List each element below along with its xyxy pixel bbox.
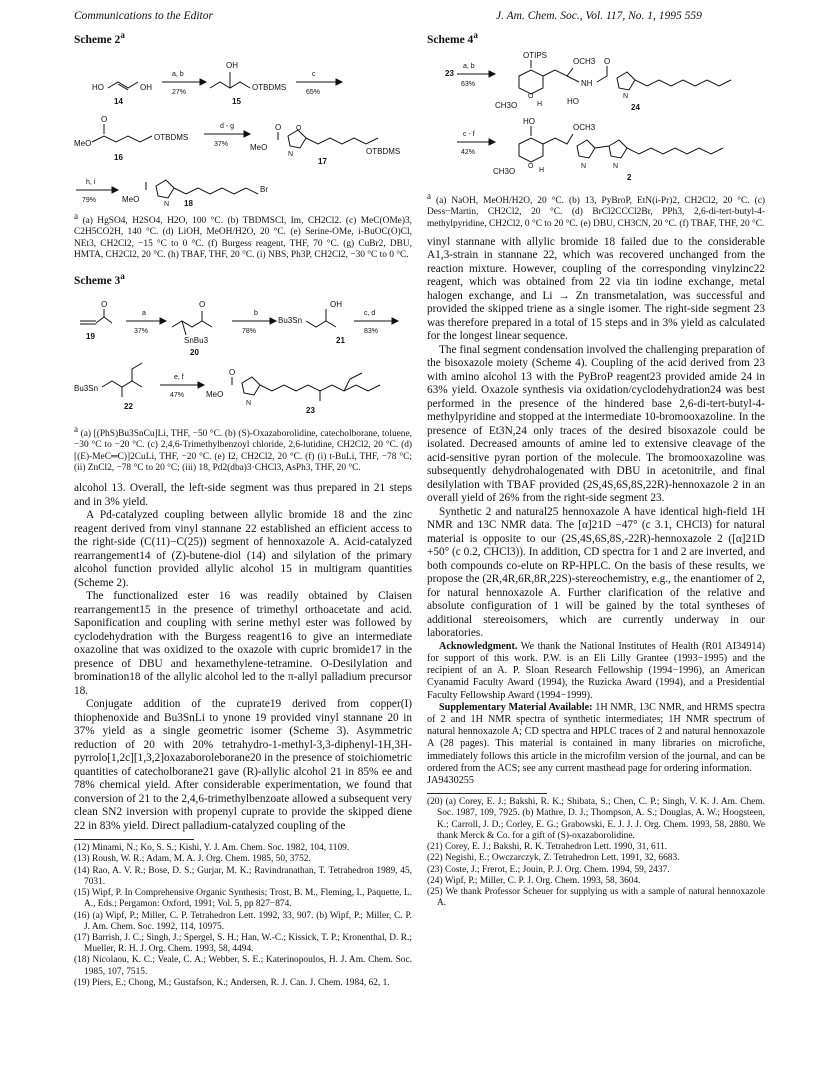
- carbonyl-o-20: O: [199, 299, 206, 309]
- yield-cf-label: 42%: [461, 148, 476, 156]
- arrowhead-b: [270, 318, 276, 324]
- reference-item: (17) Barrish, J. C.; Singh, J.; Spergel, S. H.; Han, W.-C.; Kissick, T. P.; Kronenthal, D. R.; Mueller, R. H. J. Org. Chem. 1993, 58, 4494.: [74, 932, 412, 955]
- scheme3-caption: $^a$ (a) [(PhS)Bu3SnCu]Li, THF, −50 °C. (b) (S)-Oxazaborolidine, catecholborane, toluene, −30 °C to −20 °C. (c) 2,4,6-Trimethylbenzoyl chloride, 2,6-lutidine, CH2Cl2, 20 °C. (d) [(E)-MeC═C)]2CuLi, THF, −20 °C. (e) I2, CH2Cl2, 20 °C. (f) (i) t-BuLi, THF, −78 °C; (ii) ZnCl2, −78 °C to 20 °C; (iii) 18, Pd2(dba)3·CHCl3, AsPh3, THF, 20 °C.: [74, 423, 412, 473]
- scheme2-oh-label: OH: [140, 82, 152, 92]
- left-paragraph-1: alcohol 13. Overall, the left-side segment was thus prepared in 21 steps and in 3% yield.: [74, 482, 412, 508]
- arrowhead-hi: [112, 187, 118, 193]
- compound-2-label: 2: [627, 172, 632, 182]
- step-dg-label: d - g: [220, 122, 235, 130]
- right-references: [427, 797, 765, 909]
- oh15-label: OH: [226, 60, 238, 70]
- ch3o-24: CH3O: [495, 100, 518, 110]
- yield-ab-label: 27%: [172, 88, 187, 96]
- amide-o-24: O: [604, 56, 611, 66]
- otips-label: OTIPS: [523, 50, 548, 60]
- compound-23-label: 23: [306, 405, 315, 415]
- ring-o-2: O: [528, 162, 534, 170]
- running-header-left: Communications to the Editor: [74, 10, 213, 22]
- yield-dg-label: 37%: [214, 140, 229, 148]
- meo18-label: MeO: [122, 194, 140, 204]
- compound-17-label: 17: [318, 156, 327, 166]
- compound-18-label: 18: [184, 198, 193, 206]
- step-c-label: c: [312, 70, 316, 78]
- compound-14-label: 14: [114, 96, 123, 106]
- bu3sn22-label: Bu3Sn: [74, 383, 99, 393]
- oxazole-n-18: N: [164, 200, 170, 206]
- och3-24: OCH3: [573, 56, 596, 66]
- supplementary-heading: Supplementary Material Available:: [439, 701, 593, 713]
- step-cd-label: c, d: [364, 309, 376, 317]
- oxazole-n-2b: N: [613, 162, 619, 170]
- scheme4-diagram: [427, 46, 765, 186]
- step-hi-label: h, i: [86, 178, 96, 186]
- acknowledgment-heading: Acknowledgment.: [439, 640, 518, 652]
- yield-hi-label: 79%: [82, 196, 97, 204]
- compound-24-label: 24: [631, 102, 640, 112]
- och3-2: OCH3: [573, 122, 596, 132]
- compound-16-label: 16: [114, 152, 123, 162]
- acknowledgment: [427, 641, 765, 702]
- right-paragraph-2: The final segment condensation involved the challenging preparation of the bisoxazole moiety (Scheme 4). Coupling of the acid derived from 23 with amino alcohol 13 with the PyBroP reagent23 provided amide 24 in 63% yield. Oxazole synthesis via oxidation/cyclodehydration24 was best performed in the presence of the hindered base 2,6-di-tert-butyl-4-methylpyridine and stopped at the intermediate 10-bromooxazoline. In the presence of Et3N,24 only traces of the desired bisoxazole could be isolated. Decreased amounts of amine led to extensive cleavage of the acid-sensitive pyran portion of the molecule. The bromooxazoline was subsequently dehydrohalogenated with DBU in acetonitrile, and final desilylation with TBAF provided (2S,4S,6S,8S,22R)-hennoxazole 2 in an overall yield of 26% from the right-side segment 23.: [427, 343, 765, 505]
- arrowhead-a: [160, 318, 166, 324]
- yield-a-label: 37%: [134, 327, 149, 335]
- compound-19-label: 19: [86, 331, 95, 341]
- reference-item: (23) Coste, J.; Frerot, E.; Jouin, P. J. Org. Chem. 1994, 59, 2437.: [427, 864, 670, 875]
- meo16-label: MeO: [74, 138, 92, 148]
- left-paragraph-2: A Pd-catalyzed coupling between allylic bromide 18 and the zinc reagent derived from vinyl stannane 22 established an efficient access to the right-side (C(11)−C(25)) segment of hennoxazole A. Acid-catalyzed rearrangement14 of (Z)-butene-diol (14) and silylation of the primary alcohol function provided allylic alcohol 15 in multigram quantities (Scheme 2).: [74, 509, 412, 589]
- running-header-right: J. Am. Chem. Soc., Vol. 117, No. 1, 1995 559: [496, 10, 702, 22]
- reference-item: (20) (a) Corey, E. J.; Bakshi, R. K.; Shibata, S.; Chen, C. P.; Singh, V. K. J. Am. Chem. Soc. 1987, 109, 7925. (b) Mathre, D. J.; Thompson, A. S.; Douglas, A. W.; Hoogsteen, K.; Carroll, J. D.; Corley, E. G.; Grabowski, E. J. J. J. Org. Chem. 1993, 58, 2880. We thank Merck & Co. for a gift of (S)-oxazaborolidine.: [427, 797, 765, 841]
- carbonyl-o-16: O: [101, 114, 108, 124]
- ring-o-24: O: [528, 92, 534, 100]
- compound-21-label: 21: [336, 335, 345, 345]
- step-ab-label: a, b: [172, 70, 184, 78]
- oxazole-n-23: N: [246, 399, 252, 407]
- bu3sn-label: Bu3Sn: [278, 315, 303, 325]
- oxazole-o-17: O: [296, 124, 302, 132]
- reference-item: (12) Minami, N.; Ko, S. S.; Kishi, Y. J. Am. Chem. Soc. 1982, 104, 1109.: [74, 843, 350, 854]
- supplementary-text: 1H NMR, 13C NMR, and HRMS spectra of 2 and 1H NMR spectra of synthetic intermediates; 1H NMR spectrum of natural hennoxazole A; CD spectra and HPLC traces of 2 and natural hennoxazole A (28 pages). This material is contained in many libraries on microfiche, immediately follows this article in the microfilm version of the journal, and can be ordered from the ACS; see any current masthead page for ordering information.: [427, 701, 765, 774]
- yield-b-label: 78%: [242, 327, 257, 335]
- right-paragraph-3: Synthetic 2 and natural25 hennoxazole A have identical high-field 1H NMR and 13C NMR data. The [α]21D −47° (c 3.1, CHCl3) for natural material is opposite to our (2S,4S,6S,8S,-22R)-hennoxazole 2 ([α]21D +50° (c 0.2, CHCl3)). In addition, CD spectra for 1 and 2 are inverted, and both compounds co-elute on RP-HPLC. On the basis of these results, we propose the (2R,4R,6R,8R,22S)-stereochemistry, e.g., the enantiomer of 2, for natural hennoxazole A. Further clarification of the relative and absolute configuration of 1 will be gained by the total syntheses of additional stereoisomers, which are currently underway in our laboratories.: [427, 505, 765, 640]
- yield-ab4-label: 63%: [461, 80, 476, 88]
- arrowhead-ef: [198, 382, 204, 388]
- ho-2-label: HO: [523, 116, 535, 126]
- br-label: Br: [260, 184, 268, 194]
- carbonyl-o-19: O: [101, 299, 108, 309]
- step-b-label: b: [254, 309, 258, 317]
- reference-item: (25) We thank Professor Scheuer for supplying us with a sample of natural hennoxazole A.: [427, 886, 765, 909]
- acknowledgment-text: We thank the National Institutes of Health (R01 AI34914) for support of this work. P.W. is an Eli Lilly Grantee (1993−1995) and the recipient of an A. P. Sloan Research Fellowship (1994−1996), an American Cyanamid Faculty Award (1994), the Ruzicka Award (1994), and a Presidential Faculty Fellowship Award (1994−1999).: [427, 640, 765, 701]
- right-paragraph-1: vinyl stannane with allylic bromide 18 failed due to the considerable A1,3-strain in stannane 22, which was recovered unchanged from the reaction mixture. However, coupling of the corresponding vinylzinc22 reagent, which was obtained from 22 via tin iodine exchange, metal halogen exchange, and Li → Zn transmetalation, was successful and provided the skipped triene as a single isomer. The right-side segment 23 was therefore prepared in a total of 15 steps and in 3% yield as calculated for the longest linear sequence.: [427, 235, 765, 343]
- reference-item: (22) Negishi, E.; Owczarczyk, Z. Tetrahedron Lett. 1991, 32, 6683.: [427, 853, 680, 864]
- arrowhead-ab4: [489, 71, 495, 77]
- step-cf-label: c - f: [463, 130, 475, 138]
- yield-ef-label: 47%: [170, 391, 185, 399]
- scheme4-caption: $^a$ (a) NaOH, MeOH/H2O, 20 °C. (b) 13, PyBroP, EtN(i-Pr)2, CH2Cl2, 20 °C. (c) Dess−Martin, CH2Cl2, 20 °C. (d) BrCl2CCCl2Br, PPh3, 2,6-di-tert-butyl-4-methylpyridine, CH2Cl2, 0 °C to 20 °C. (e) DBU, CH3CN, 20 °C. (f) TBAF, THF, 20 °C.: [427, 190, 766, 229]
- scheme3-title: Scheme 3$^a$: [74, 271, 125, 287]
- arrowhead-cd: [392, 318, 398, 324]
- oxazole-n-2a: N: [581, 162, 587, 170]
- left-column: [74, 30, 412, 989]
- otbdms17-label: OTBDMS: [366, 146, 401, 156]
- arrowhead-dg: [244, 131, 250, 137]
- reference-item: (24) Wipf, P.; Miller, C. P. J. Org. Chem. 1993, 58, 3604.: [427, 875, 641, 886]
- reference-item: (15) Wipf, P. In Comprehensive Organic Synthesis; Trost, B. M., Fleming, I., Paquette, L. A., Eds.; Pergamon: Oxford, 1991; Vol. 5, pp 827−874.: [74, 888, 412, 910]
- right-column: [427, 30, 765, 909]
- compound-15-label: 15: [232, 96, 241, 106]
- scheme4-title: Scheme 4$^a$: [427, 30, 478, 46]
- otbdms16-label: OTBDMS: [154, 132, 189, 142]
- scheme2-ho-label: HO: [92, 82, 104, 92]
- left-paragraph-4: Conjugate addition of the cuprate19 derived from copper(I) thiophenoxide and Bu3SnLi to ynone 19 provided vinyl stannane 20 in 37% yield as a single geometric isomer (Scheme 3). Asymmetric reduction of 20 with 20% tetrahydro-1-methyl-3,3-diphenyl-1H,3H-pyrrolo[1,2c][1,3,2]oxazaboroleborane20 in the presence of stoichiometric quantities of catecholborane21 gave (R)-allylic alcohol 21 in 85% ee and 78% chemical yield. After considerable experimentation, we found that conversion of 21 to the 2,4,6-trimethylbenzoate allowed a subsequent very clean SN2 inversion with propenyl cuprate to provide the skipped diene 22 in 83% yield. Direct palladium-catalyzed coupling of the: [74, 698, 412, 832]
- reference-item: (13) Roush, W. R.; Adam, M. A. J. Org. Chem. 1985, 50, 3752.: [74, 854, 311, 865]
- h-2: H: [539, 166, 545, 174]
- reference-item: (16) (a) Wipf, P.; Miller, C. P. Tetrahedron Lett. 1992, 33, 907. (b) Wipf, P.; Miller, C. P. J. Am. Chem. Soc. 1992, 114, 10975.: [74, 910, 412, 932]
- compound-22-label: 22: [124, 401, 133, 411]
- arrowhead-cf: [489, 139, 495, 145]
- oxazole-n-24: N: [623, 92, 629, 100]
- oh21-label: OH: [330, 299, 342, 309]
- reference-item: (14) Rao, A. V. R.; Bose, D. S.; Gurjar, M. K.; Ravindranathan, T. Tetrahedron 1989, 45, 7031.: [74, 865, 412, 887]
- left-paragraph-3: The functionalized ester 16 was readily obtained by Claisen rearrangement15 in the presence of trimethyl orthoacetate and acid. Saponification and coupling with serine methyl ester was followed by cyclodehydration with the Burgess reagent16 to give an intermediate oxazoline that was oxidized to the oxazole with cupric bromide17 in the presence of DBU and hexamethylene-tetramine. O-Desilylation and bromination18 of the allylic alcohol led to the π-allyl palladium precursor 18.: [74, 590, 412, 697]
- oxazole-n-17: N: [288, 150, 294, 158]
- scheme2-diagram: [74, 46, 412, 206]
- reference-item: (21) Corey, E. J.; Bakshi, R. K. Tetrahedron Lett. 1990, 31, 611.: [427, 842, 668, 853]
- meo17-label: MeO: [250, 142, 268, 152]
- arrowhead-ab: [200, 79, 206, 85]
- step-ab4-label: a, b: [463, 62, 475, 70]
- h-24: H: [537, 100, 543, 108]
- compound-23-ref: 23: [445, 68, 454, 78]
- scheme3-diagram: [74, 287, 412, 419]
- carbonyl-o-23: O: [229, 367, 236, 377]
- footnote-rule-right: [427, 793, 547, 794]
- left-references: [74, 843, 412, 989]
- scheme2-title: Scheme 2$^a$: [74, 30, 125, 46]
- carbonyl-o-17: O: [275, 122, 282, 132]
- step-ef-label: e, f: [174, 373, 184, 381]
- reference-item: (18) Nicolaou, K. C.; Veale, C. A.; Webber, S. E.; Katerinopoulos, H. J. Am. Chem. Soc. 1985, 107, 7515.: [74, 955, 412, 977]
- nh-label: NH: [581, 78, 593, 88]
- yield-c-label: 65%: [306, 88, 321, 96]
- step-a-label: a: [142, 309, 146, 317]
- ch3o-2: CH3O: [493, 166, 516, 176]
- arrowhead-c: [336, 79, 342, 85]
- compound-20-label: 20: [190, 347, 199, 357]
- snbu3-label: SnBu3: [184, 335, 209, 345]
- yield-cd-label: 83%: [364, 327, 379, 335]
- meo23-label: MeO: [206, 389, 224, 399]
- manuscript-code: JA9430255: [427, 775, 474, 787]
- supplementary-material: [427, 702, 765, 775]
- scheme2-caption: $^a$ (a) HgSO4, H2SO4, H2O, 100 °C. (b) TBDMSCl, Im, CH2Cl2. (c) MeC(OMe)3, C2H5CO2H, 140 °C. (d) LiOH, MeOH/H2O, 20 °C. (e) Serine-OMe, i-BuOC(O)Cl, NEt3, CH2Cl2, −15 °C to 0 °C. (f) Burgess reagent, THF, 70 °C. (g) CuBr2, DBU, HMTA, CH2Cl2, 20 °C. (h) TBAF, THF, 20 °C. (i) NBS, Ph3P, CH2Cl2, −30 °C to 0 °C.: [74, 210, 413, 260]
- reference-item: (19) Piers, E.; Chong, M.; Gustafson, K.; Andersen, R. J. Can. J. Chem. 1984, 62, 1.: [74, 977, 390, 988]
- ho-24: HO: [567, 96, 579, 106]
- footnote-rule-left: [74, 839, 194, 840]
- otbdms-label: OTBDMS: [252, 82, 287, 92]
